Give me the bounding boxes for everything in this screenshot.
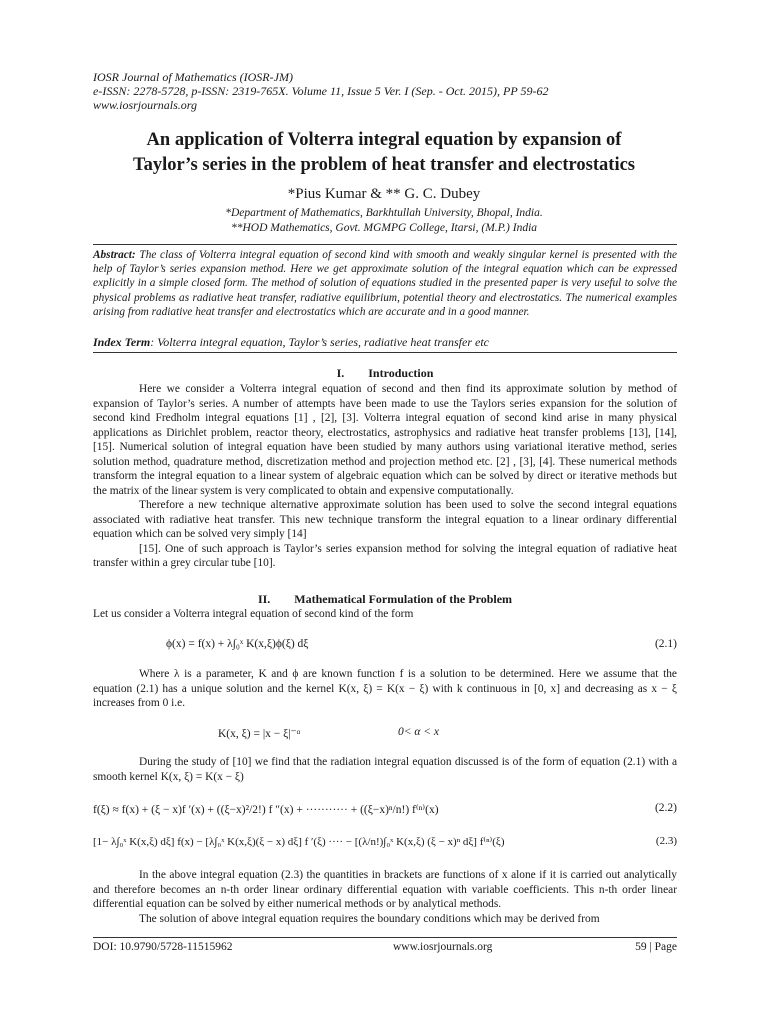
formulation-paragraph-2 xyxy=(93,755,677,784)
index-text: : Volterra integral equation, Taylor’s series, radiative heat transfer etc xyxy=(150,335,489,349)
section-number: II. xyxy=(257,592,271,606)
journal-website: www.iosrjournals.org xyxy=(93,98,198,112)
affiliation-2: **HOD Mathematics, Govt. MGMPG College, Itarsi, (M.P.) India xyxy=(230,222,538,234)
section-title: Mathematical Formulation of the Problem xyxy=(294,592,513,606)
section-title: Introduction xyxy=(368,366,434,380)
affiliation-1: *Department of Mathematics, Barkhtullah University, Bhopal, India. xyxy=(225,207,543,219)
formulation-text-1: Where λ is a parameter, K and ϕ are known function f is a solution to be determined. Here we assume that the equation (2.1) has a unique solution and the kernel K(x, ξ) = K(x − ξ) with k continuous in [0, x] and decreasing as x − ξ increases from 0 i.e. xyxy=(93,668,677,709)
journal-issn: e-ISSN: 2278-5728, p-ISSN: 2319-765X. Volume 11, Issue 5 Ver. I (Sep. - Oct. 2015), PP 59-62 xyxy=(93,84,549,98)
index-label: Index Term xyxy=(93,335,151,349)
abstract-bottom-rule xyxy=(93,352,677,353)
equation-2-1 xyxy=(93,638,677,654)
kernel-definition: K(x, ξ) = |x − ξ|⁻ᵅ xyxy=(218,728,301,740)
footer-doi: DOI: 10.9790/5728-11515962 xyxy=(93,941,233,953)
equation-number: (2.1) xyxy=(654,638,677,650)
abstract-text: The class of Volterra integral equation of second kind with smooth and weakly singular kernel is presented with the help of Taylor’s series expansion method. Here we get approximate solution of the integral equation which can be expressed explicitly in a simple closed form. The method of solution of equations studied in the presented paper is very useful to solve the physical problems as radiative heat transfer, radiative equilibrium, potential theory and electrostatics. The numerical examples arising from radiative heat transfer and electrostatics which are accurate and in a good manner. xyxy=(93,249,678,318)
equation-body: ϕ(x) = f(x) + λ∫₀ˣ K(x,ξ)ϕ(ξ) dξ xyxy=(166,638,309,650)
equation-kernel xyxy=(93,726,677,742)
paper-title xyxy=(60,128,708,178)
index-terms xyxy=(93,335,677,349)
formulation-intro xyxy=(93,607,677,622)
formulation-text-2: During the study of [10] we find that the radiation integral equation discussed is of the form of equation (2.1) with a smooth kernel K(x, ξ) = K(x − ξ) xyxy=(93,756,677,783)
footer-website: www.iosrjournals.org xyxy=(393,941,493,953)
abstract xyxy=(93,248,677,319)
equation-number: (2.3) xyxy=(655,835,677,847)
kernel-condition: 0< α < x xyxy=(398,726,440,738)
footer-page-number: 59 | Page xyxy=(635,941,677,953)
journal-header xyxy=(93,70,548,112)
title-line-2: Taylor’s series in the problem of heat transfer and electrostatics xyxy=(133,155,635,175)
abstract-top-rule xyxy=(93,244,677,245)
journal-name: IOSR Journal of Mathematics (IOSR-JM) xyxy=(93,70,293,84)
section-heading-introduction xyxy=(93,366,677,381)
title-line-1: An application of Volterra integral equation by expansion of xyxy=(146,130,622,150)
authors: *Pius Kumar & ** G. C. Dubey xyxy=(287,186,481,202)
introduction-body xyxy=(93,382,677,571)
formulation-paragraph-1 xyxy=(93,667,677,711)
section-number: I. xyxy=(336,366,345,380)
equation-2-2 xyxy=(93,802,677,818)
intro-paragraph-1: Here we consider a Volterra integral equation of second and then find its approximate solution by method of expansion of Taylor’s series. A number of attempts have been made to use the Taylors series expansion for the solution of second kind Fredholm integral equations [1] , [2], [3]. Volterra integral equation of second kind arise in many physical applications as Dirichlet problem, reactor theory, electrostatics, astrophysics and radiative heat transfer problems [13], [14], [15]. Numerical solution of integral equation have been studied by many authors using variational iterative method, series solution method, quadrature method, discretization method and projection method etc. [2] , [3], [4]. These numerical methods transform the integral equation to a linear system of algebraic equation which can be solved by direct or iterative methods but the matrix of the linear system is very complicated to obtain and expensive computationally. xyxy=(93,383,677,497)
formulation-intro-text: Let us consider a Volterra integral equation of second kind of the form xyxy=(93,608,414,620)
formulation-paragraph-3 xyxy=(93,868,677,926)
equation-number: (2.2) xyxy=(654,802,677,814)
formulation-text-3: In the above integral equation (2.3) the quantities in brackets are functions of x alone if it is carried out analytically and therefore becomes an n-th order linear ordinary differential equation with variable coefficients. This n-th order linear differential equation can be solved by either numerical methods or by analytical methods. xyxy=(93,869,677,910)
section-heading-formulation xyxy=(93,592,677,607)
equation-body: f(ξ) ≈ f(x) + (ξ − x)f ′(x) + ((ξ−x)²/2!) f ″(x) + ··········· + ((ξ−x)ⁿ/n!) f⁽ⁿ⁾(x) xyxy=(93,804,439,816)
intro-paragraph-3: [15]. One of such approach is Taylor’s series expansion method for solving the integral equation of radiative heat transfer within a grey circular tube [10]. xyxy=(93,542,677,569)
affiliations xyxy=(60,206,708,236)
footer-rule xyxy=(93,937,677,938)
intro-paragraph-2: Therefore a new technique alternative approximate solution has been used to solve the second integral equations associated with radiative heat transfer. This new technique transform the integral equation to a linear ordinary differential equation which can be solved very simply [14] xyxy=(93,499,677,540)
equation-body: [1− λ∫₀ˣ K(x,ξ) dξ] f(x) − [λ∫₀ˣ K(x,ξ)(ξ − x) dξ] f ′(ξ) ···· − [(λ/n!)∫₀ˣ K(x,ξ) (ξ − x)ⁿ dξ] f⁽ⁿ⁾(ξ) xyxy=(93,836,505,848)
abstract-label: Abstract: xyxy=(93,249,136,261)
equation-2-3 xyxy=(93,835,677,851)
formulation-text-4: The solution of above integral equation requires the boundary conditions which may be derived from xyxy=(139,912,600,925)
